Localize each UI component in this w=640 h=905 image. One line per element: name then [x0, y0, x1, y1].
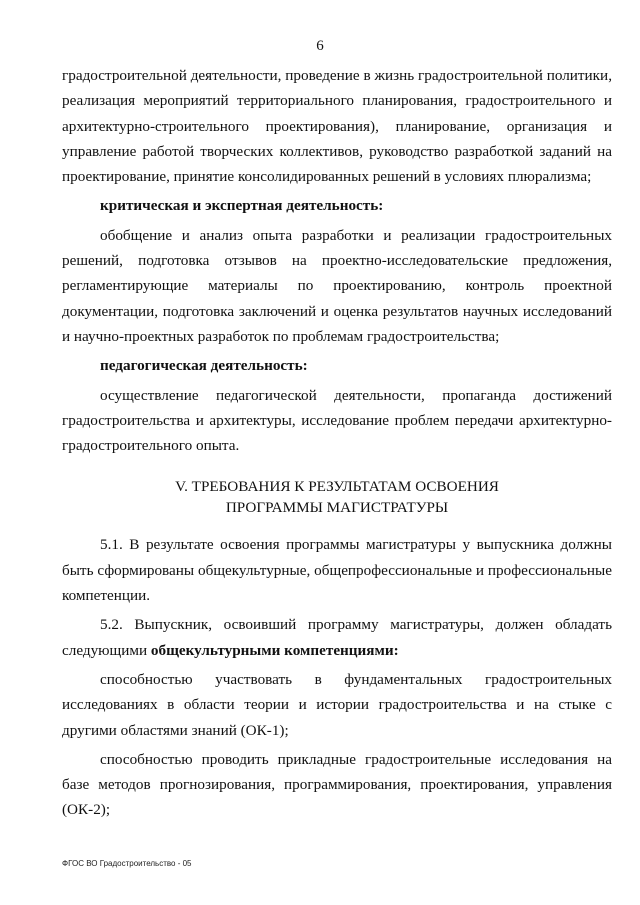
- section-title-line1: V. ТРЕБОВАНИЯ К РЕЗУЛЬТАТАМ ОСВОЕНИЯ: [175, 478, 499, 496]
- competence-ok-2: способностью проводить прикладные градостроительные исследования на базе методов прогнозирования, программирования, проектирования, управления (ОК-2);: [62, 750, 612, 819]
- clause-5-2-text: 5.2. Выпускник, освоивший программу магистратуры, должен обладать следующими: [62, 616, 612, 659]
- clause-5-2: [62, 612, 612, 663]
- clause-5-2-bold: общекультурными компетенциями:: [150, 641, 399, 659]
- paragraph-pedagogical: осуществление педагогической деятельности, пропаганда достижений градостроительства и архитектуры, исследование проблем передачи архитектурно-градостроительного опыта.: [62, 386, 612, 455]
- footer-label: ФГОС ВО Градостроительство - 05: [62, 859, 192, 868]
- section-title: [62, 476, 612, 518]
- heading-critical-expert: критическая и экспертная деятельность:: [100, 197, 384, 215]
- section-title-line2: ПРОГРАММЫ МАГИСТРАТУРЫ: [225, 499, 449, 517]
- clause-5-1: 5.1. В результате освоения программы магистратуры у выпускника должны быть сформированы общекультурные, общепрофессиональные и профессиональные компетенции.: [62, 536, 612, 605]
- paragraph-critical-expert: обобщение и анализ опыта разработки и реализации градостроительных решений, подготовка отзывов на проектно-исследовательские предложения, регламентирующие материалы по проектированию, контроль проектной документации, подготовка заключений и оценка результатов научных исследований и научно-проектных разработок по проблемам градостроительства;: [62, 226, 612, 345]
- page-number: 6: [316, 38, 324, 54]
- document-body: [62, 63, 612, 823]
- competence-ok-1: способностью участвовать в фундаментальных градостроительных исследованиях в области теории и истории градостроительства и на стыке с другими областями знаний (ОК-1);: [62, 670, 612, 739]
- paragraph-activities-continued: градостроительной деятельности, проведение в жизнь градостроительной политики, реализация мероприятий территориального планирования, градостроительного и архитектурно-строительного проектирования), планирование, организация и управление работой творческих коллективов, руководство разработкой заданий на проектирование, принятие консолидированных решений в условиях плюрализма;: [62, 67, 612, 186]
- heading-pedagogical: педагогическая деятельность:: [100, 357, 308, 375]
